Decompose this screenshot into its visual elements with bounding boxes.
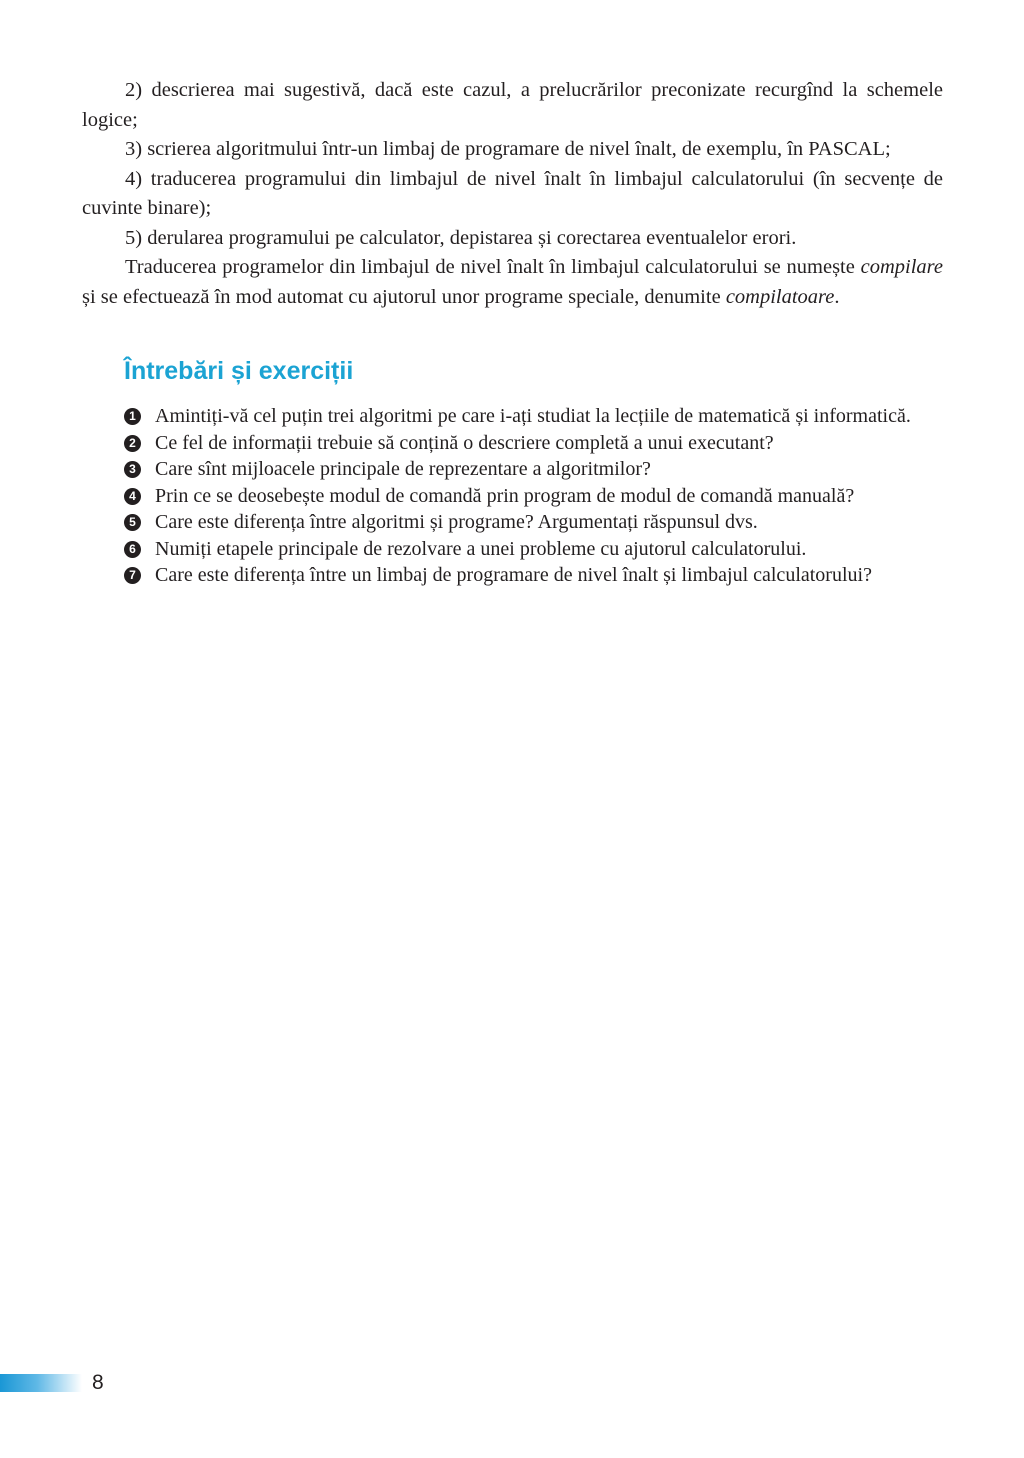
list-item [124, 509, 943, 536]
question-text: Care este diferența între un limbaj de programare de nivel înalt și limbajul calculatorului? [155, 564, 872, 586]
list-item [124, 403, 943, 430]
number-circle-icon: 4 [124, 488, 141, 505]
question-text: Care este diferența între algoritmi și programe? Argumentați răspunsul dvs. [155, 511, 758, 533]
question-text: Ce fel de informații trebuie să conțină o descriere completă a unui executant? [155, 431, 774, 454]
list-item [124, 562, 943, 589]
paragraph-step-3: 3) scrierea algoritmului într-un limbaj de programare de nivel înalt, de exemplu, în PASCAL; [125, 138, 891, 160]
list-item [124, 430, 943, 457]
question-text: Care sînt mijloacele principale de reprezentare a algoritmilor? [155, 458, 651, 480]
number-circle-icon: 7 [124, 567, 141, 584]
compilation-text-e: . [834, 285, 840, 308]
section-title: Întrebări și exerciții [124, 357, 354, 385]
page-number: 8 [92, 1371, 104, 1394]
list-item [124, 483, 943, 510]
paragraph-step-2: 2) descrierea mai sugestivă, dacă este cazul, a prelucrărilor preconizate recurgînd la schemele logice; [82, 79, 943, 131]
questions-list [124, 403, 943, 589]
question-text: Amintiți-vă cel puțin trei algoritmi pe care i-ați studiat la lecțiile de matematică și informatică. [155, 405, 911, 427]
term-compilare: compilare [860, 256, 943, 278]
question-text: Prin ce se deosebește modul de comandă prin program de modul de comandă manuală? [155, 484, 855, 507]
compilation-text-a: Traducerea programelor din limbajul de nivel înalt în limbajul calculatorului se numește [125, 256, 861, 278]
paragraph-compilation [82, 253, 943, 312]
page-content [82, 76, 943, 589]
number-circle-icon: 1 [124, 408, 141, 425]
paragraph-step-4: 4) traducerea programului din limbajul de nivel înalt în limbajul calculatorului (în secvențe de cuvinte binare); [82, 167, 943, 219]
number-circle-icon: 2 [124, 435, 141, 452]
term-compilatoare: compilatoare [725, 285, 835, 308]
number-circle-icon: 6 [124, 541, 141, 558]
list-item [124, 456, 943, 483]
paragraph-step-5: 5) derularea programului pe calculator, depistarea și corectarea eventualelor erori. [125, 226, 797, 249]
question-text: Numiți etapele principale de rezolvare a unei probleme cu ajutorul calculatorului. [155, 537, 807, 560]
number-circle-icon: 3 [124, 461, 141, 478]
footer-accent-bar [0, 1374, 82, 1392]
compilation-text-c: și se efectuează în mod automat cu ajutorul unor programe speciale, denumite [82, 285, 726, 308]
number-circle-icon: 5 [124, 514, 141, 531]
list-item [124, 536, 943, 563]
